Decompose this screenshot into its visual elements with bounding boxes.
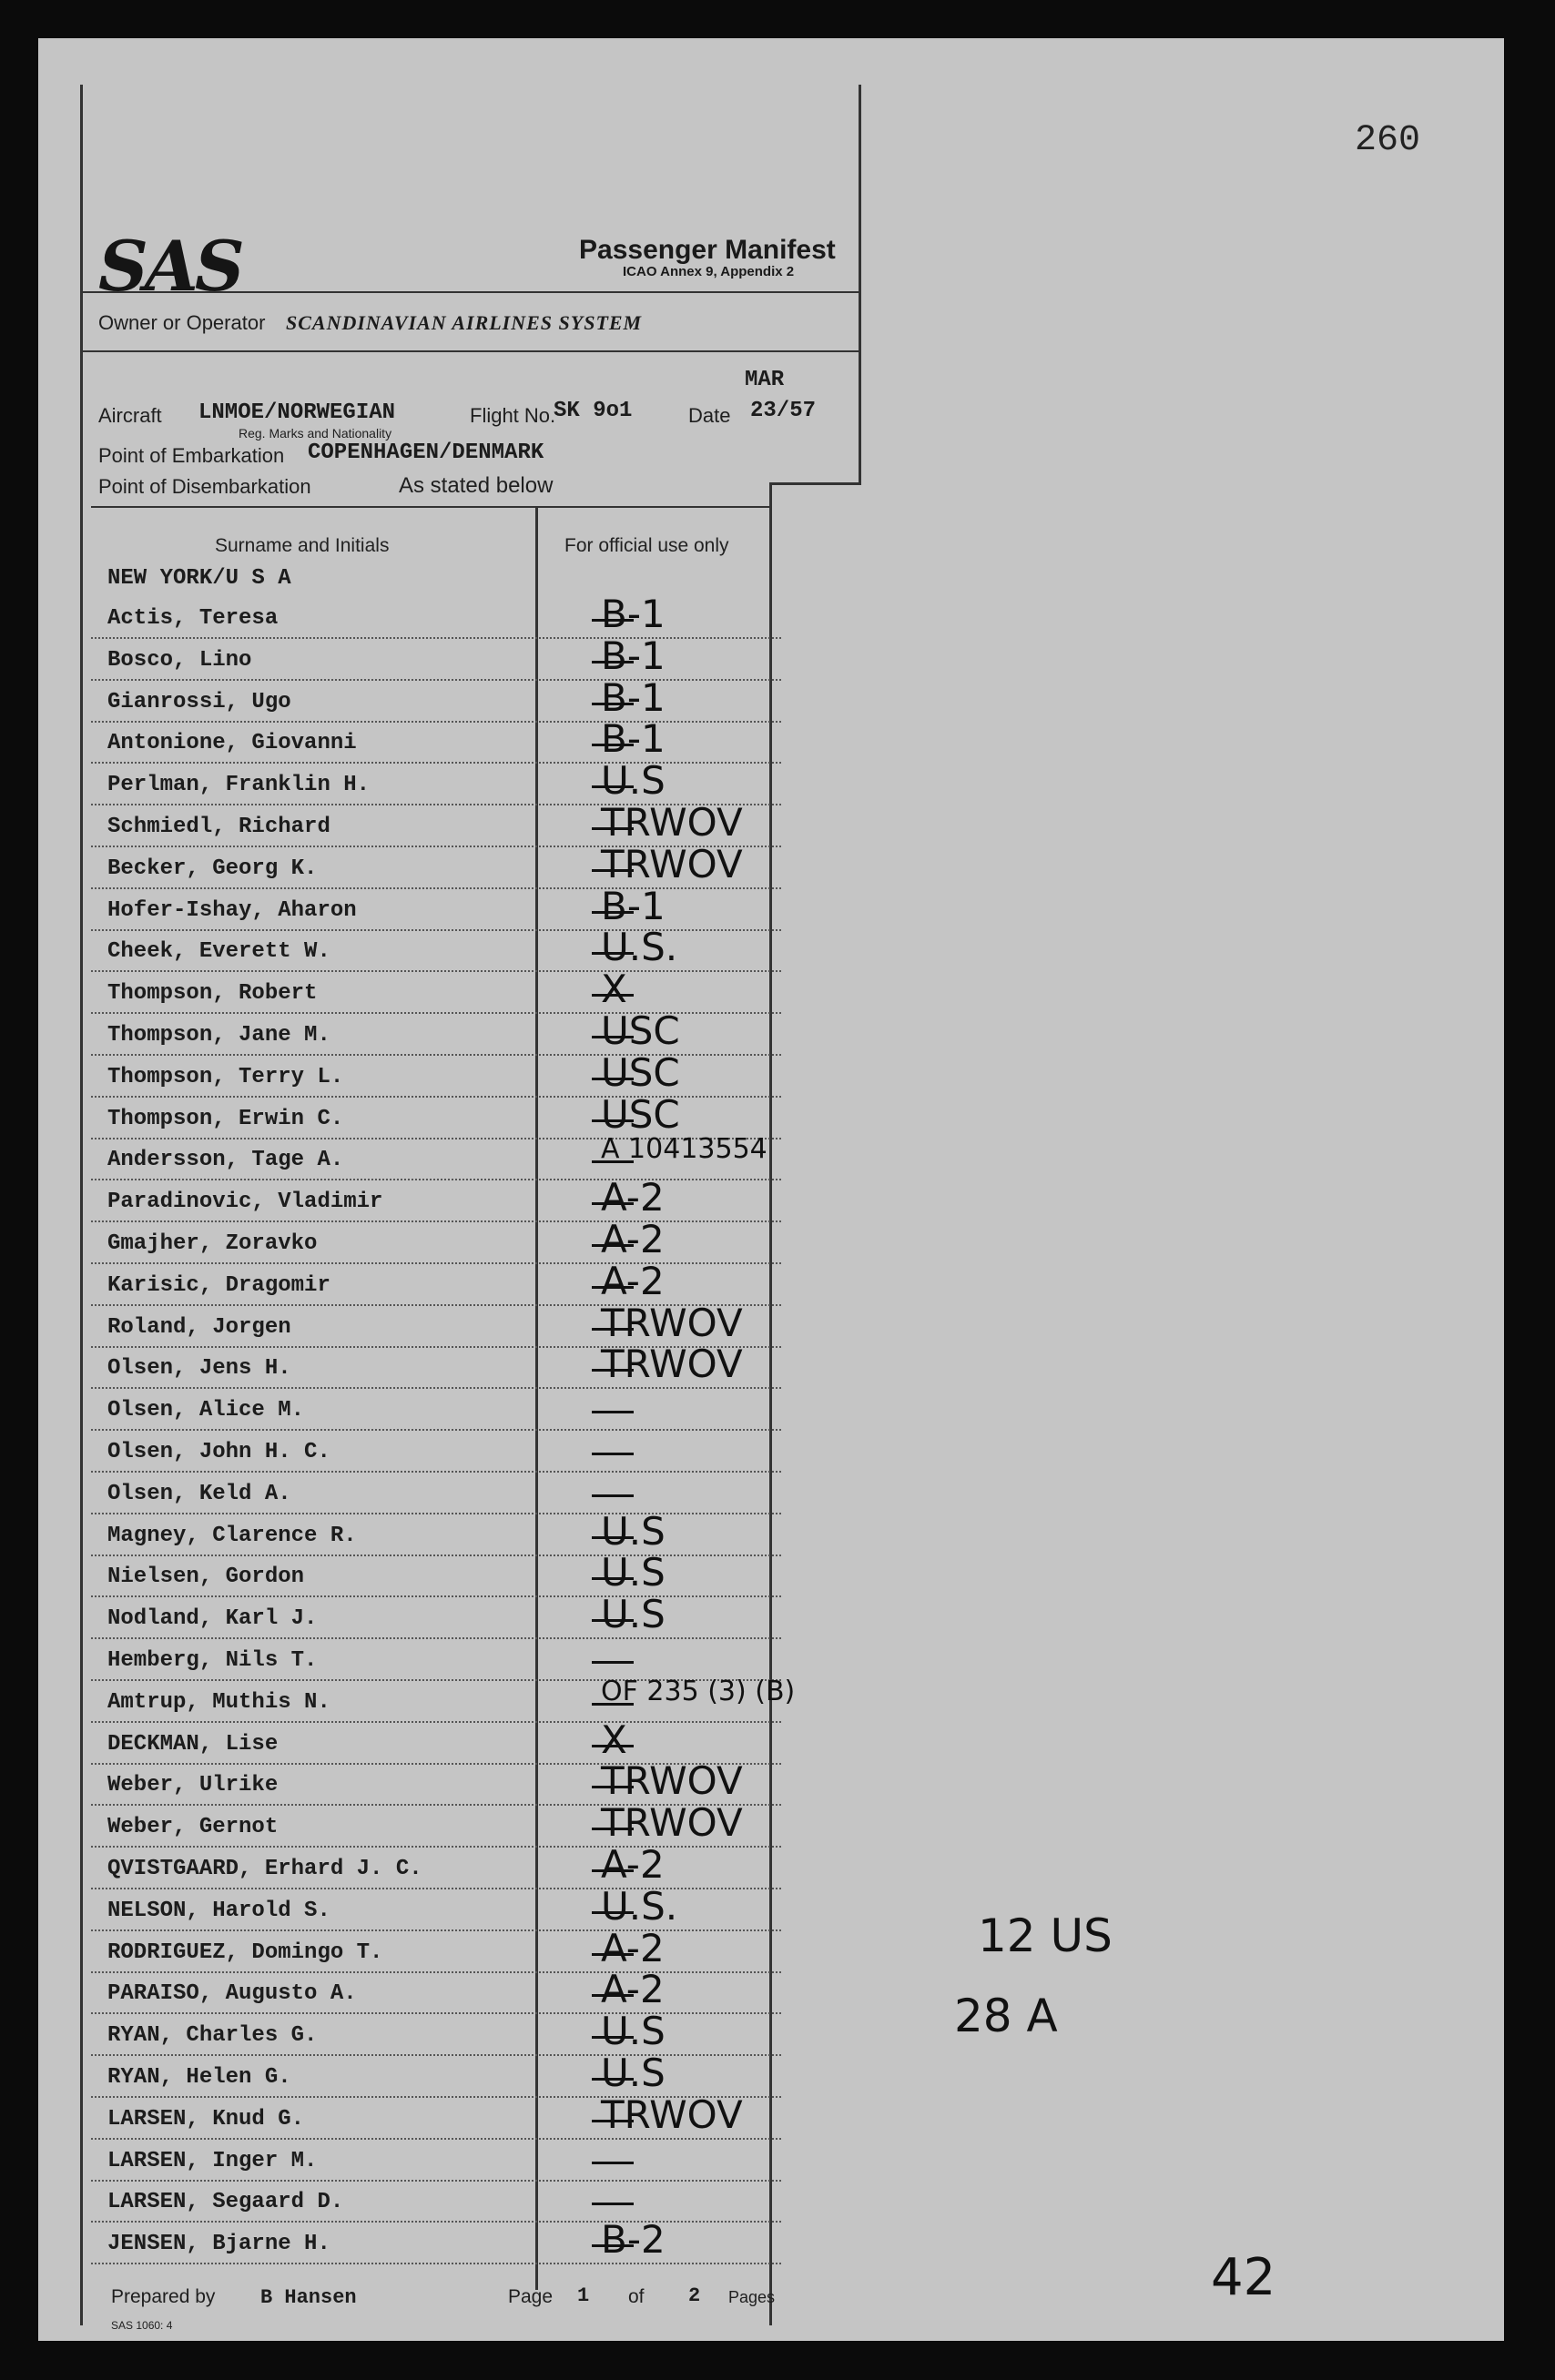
passenger-row: [91, 2181, 781, 2223]
prepared-label: Prepared by: [111, 2286, 216, 2307]
passenger-row: [91, 925, 781, 972]
page-label: Page: [508, 2286, 554, 2307]
pages-label: Pages: [728, 2288, 776, 2306]
page-number: 260: [1355, 120, 1421, 161]
table-top-rule: [91, 506, 772, 508]
corner-note: 42: [1211, 2248, 1276, 2307]
official-note: A-2: [601, 1217, 665, 1261]
flight-value: SK 9o1: [554, 399, 633, 423]
date-value: 23/57: [750, 399, 817, 423]
passenger-name: Magney, Clarence R.: [107, 1523, 357, 1548]
passenger-row: [91, 716, 781, 764]
official-note: A-2: [601, 1842, 665, 1887]
passenger-name: LARSEN, Knud G.: [107, 2106, 305, 2132]
passenger-name: Olsen, Jens H.: [107, 1356, 291, 1382]
prepared-value: B Hansen: [260, 2286, 357, 2309]
manifest-title: Passenger Manifest: [579, 235, 836, 265]
official-note: OF 235 (3) (B): [601, 1675, 796, 1707]
passenger-name: Thompson, Robert: [107, 981, 318, 1007]
official-note: TRWOV: [601, 1758, 743, 1804]
passenger-row: [91, 1175, 781, 1222]
manifest-subtitle: ICAO Annex 9, Appendix 2: [623, 264, 795, 279]
date-label: Date: [688, 404, 731, 427]
passenger-name: Actis, Teresa: [107, 606, 279, 631]
passenger-row: [91, 1800, 781, 1848]
passenger-name: RODRIGUEZ, Domingo T.: [107, 1939, 383, 1965]
official-note: TRWOV: [601, 1342, 743, 1387]
embark-value: COPENHAGEN/DENMARK: [308, 441, 544, 465]
form-code: SAS 1060: 4: [111, 2319, 173, 2332]
official-note: A-2: [601, 1967, 665, 2012]
passenger-name: Nielsen, Gordon: [107, 1565, 305, 1590]
passenger-name: RYAN, Charles G.: [107, 2023, 318, 2049]
official-note: USC: [601, 1049, 680, 1095]
passenger-row: [91, 1842, 781, 1889]
owner-divider: [80, 350, 861, 352]
passenger-row: [91, 1967, 781, 2014]
passenger-name: LARSEN, Segaard D.: [107, 2190, 344, 2215]
check-mark: [592, 2162, 634, 2164]
passenger-name: Nodland, Karl J.: [107, 1606, 318, 1632]
passenger-row: [91, 1550, 781, 1597]
disembark-value: As stated below: [399, 473, 554, 498]
official-note: TRWOV: [601, 1800, 743, 1846]
surname-column-header: Surname and Initials: [215, 535, 390, 556]
passenger-name: Thompson, Jane M.: [107, 1023, 330, 1048]
official-note: U.S.: [601, 925, 678, 970]
check-mark: [592, 1661, 634, 1664]
passenger-row: [91, 674, 781, 723]
official-note: U.S: [601, 1592, 666, 1637]
passenger-row: [91, 1592, 781, 1639]
official-note: B-1: [601, 592, 666, 636]
passenger-name: QVISTGAARD, Erhard J. C.: [107, 1857, 422, 1881]
check-mark: [592, 2203, 634, 2205]
destination-heading: NEW YORK/U S A: [107, 566, 291, 591]
passenger-row: [91, 1133, 781, 1180]
us-count-note: 12 US: [978, 1909, 1113, 1962]
passenger-row: [91, 841, 781, 889]
passenger-name: Gmajher, Zoravko: [107, 1231, 318, 1256]
passenger-name: Schmiedl, Richard: [107, 815, 330, 839]
passenger-row: [91, 2217, 781, 2264]
official-note: X: [601, 1717, 627, 1762]
official-note: USC: [601, 1008, 680, 1053]
check-mark: [592, 1453, 634, 1455]
passenger-name: Thompson, Terry L.: [107, 1064, 344, 1089]
official-note: B-1: [601, 633, 666, 678]
official-note: B-1: [601, 674, 666, 720]
passenger-row: [91, 1675, 796, 1723]
passenger-name: Olsen, John H. C.: [107, 1440, 330, 1464]
passenger-name: Becker, Georg K.: [107, 856, 318, 881]
passenger-row: [91, 592, 781, 639]
passenger-row: [91, 1883, 781, 1931]
official-note: U.S: [601, 758, 666, 804]
official-column-header: For official use only: [564, 535, 729, 556]
official-note: TRWOV: [601, 841, 743, 886]
owner-value: SCANDINAVIAN AIRLINES SYSTEM: [286, 311, 643, 334]
owner-label: Owner or Operator: [98, 311, 266, 334]
passenger-row: [91, 633, 781, 681]
passenger-name: Weber, Ulrike: [107, 1773, 279, 1798]
passenger-name: Antonione, Giovanni: [107, 731, 357, 756]
passenger-name: Olsen, Alice M.: [107, 1398, 305, 1423]
passenger-row: [91, 1925, 781, 1973]
passenger-row: [91, 883, 781, 931]
passenger-row: [91, 2091, 781, 2140]
passenger-name: Hemberg, Nils T.: [107, 1648, 318, 1673]
of-value: 2: [688, 2284, 701, 2307]
official-note: U.S: [601, 2051, 666, 2095]
passenger-name: Andersson, Tage A.: [107, 1148, 344, 1173]
passenger-name: LARSEN, Inger M.: [107, 2148, 318, 2173]
official-note: TRWOV: [601, 800, 743, 845]
official-note: B-2: [601, 2217, 666, 2263]
passenger-row: [91, 1508, 781, 1556]
flight-label: Flight No.: [470, 404, 556, 427]
sas-logo: SAS: [98, 226, 241, 307]
passenger-name: Karisic, Dragomir: [107, 1272, 330, 1298]
passenger-name: Paradinovic, Vladimir: [107, 1190, 383, 1215]
of-label: of: [628, 2286, 645, 2307]
form-top-right-border: [859, 85, 861, 485]
form-step-border: [769, 482, 860, 485]
passenger-name: Roland, Jorgen: [107, 1314, 291, 1340]
passenger-row: [91, 1473, 781, 1514]
passenger-name: DECKMAN, Lise: [107, 1731, 279, 1757]
official-note: USC: [601, 1091, 680, 1137]
date-month: MAR: [745, 368, 785, 392]
passenger-name: JENSEN, Bjarne H.: [107, 2232, 330, 2257]
passenger-row: [91, 1217, 781, 1264]
passenger-name: Hofer-Ishay, Aharon: [107, 897, 357, 923]
official-note: TRWOV: [601, 1300, 743, 1345]
passenger-name: NELSON, Harold S.: [107, 1898, 330, 1923]
page-value: 1: [577, 2284, 590, 2307]
official-note: A-2: [601, 1925, 665, 1970]
passenger-name: Bosco, Lino: [107, 647, 252, 673]
passenger-row: [91, 1431, 781, 1473]
official-note: X: [601, 967, 627, 1012]
official-note: U.S: [601, 1508, 666, 1554]
check-mark: [592, 1411, 634, 1413]
passenger-name: Gianrossi, Ugo: [107, 689, 291, 714]
passenger-name: Thompson, Erwin C.: [107, 1106, 344, 1131]
passenger-name: Amtrup, Muthis N.: [107, 1689, 330, 1715]
passenger-name: Perlman, Franklin H.: [107, 773, 371, 798]
official-note: U.S: [601, 2009, 666, 2054]
official-note: B-1: [601, 883, 666, 928]
official-note: A-2: [601, 1175, 665, 1220]
form-left-border: [80, 85, 83, 2325]
embark-label: Point of Embarkation: [98, 444, 285, 467]
a-count-note: 28 A: [954, 1990, 1058, 2042]
passenger-name: Cheek, Everett W.: [107, 939, 330, 965]
row-rule: [91, 2263, 781, 2264]
official-note: TRWOV: [601, 2091, 743, 2137]
aircraft-label: Aircraft: [98, 404, 162, 427]
official-note: A 10413554: [601, 1133, 767, 1166]
reg-note: Reg. Marks and Nationality: [239, 426, 392, 441]
passenger-row: [91, 2140, 781, 2182]
official-note: U.S.: [601, 1883, 678, 1929]
passenger-name: RYAN, Helen G.: [107, 2065, 291, 2090]
check-mark: [592, 1494, 634, 1497]
official-note: U.S: [601, 1550, 666, 1595]
passenger-row: [91, 2009, 781, 2056]
passenger-name: Weber, Gernot: [107, 1815, 279, 1840]
disembark-label: Point of Disembarkation: [98, 475, 311, 498]
passenger-name: Olsen, Keld A.: [107, 1481, 291, 1506]
passenger-row: [91, 1389, 781, 1431]
aircraft-value: LNMOE/NORWEGIAN: [198, 400, 396, 425]
passenger-name: PARAISO, Augusto A.: [107, 1981, 357, 2007]
official-note: A-2: [601, 1258, 665, 1303]
official-note: B-1: [601, 716, 666, 762]
passenger-row: [91, 1342, 781, 1389]
